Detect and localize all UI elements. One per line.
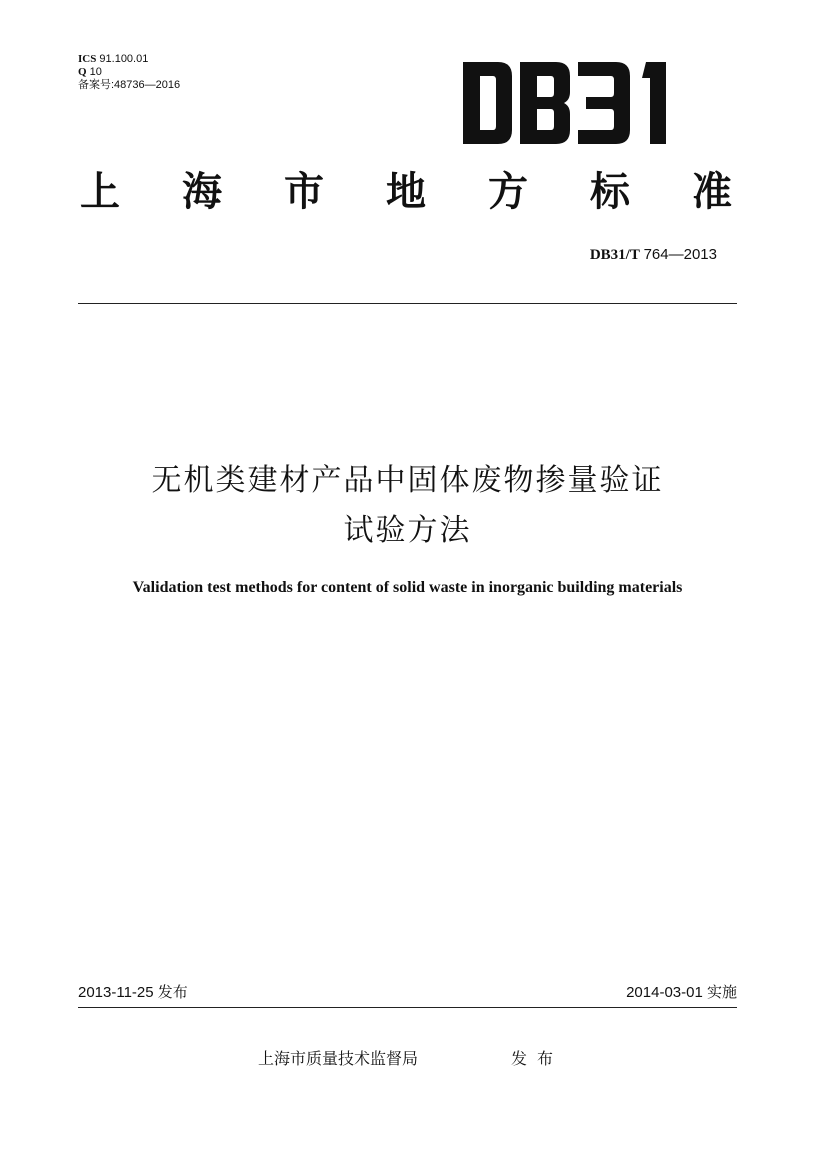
ccs-code: 10 xyxy=(89,66,102,78)
issuer-action: 发布 xyxy=(511,1049,564,1068)
ics-code: 91.100.01 xyxy=(99,53,149,65)
standard-type-char: 标 xyxy=(590,169,630,215)
standard-type-char: 海 xyxy=(182,169,222,215)
filing-number: 备案号:48736—2016 xyxy=(78,79,181,91)
ccs-label: Q xyxy=(78,66,87,78)
db31-logo xyxy=(460,62,692,144)
standard-type-char: 方 xyxy=(488,169,528,215)
standard-code-prefix: DB31/T xyxy=(589,247,640,263)
standard-type-char: 上 xyxy=(80,169,120,215)
standard-type-char: 地 xyxy=(386,169,426,215)
bottom-divider xyxy=(78,1007,737,1008)
document-metadata xyxy=(78,53,180,92)
standard-type-char: 市 xyxy=(284,169,324,215)
issuer-name: 上海市质量技术监督局 xyxy=(258,1049,419,1068)
ics-line xyxy=(78,53,180,66)
ics-label: ICS xyxy=(78,53,97,65)
title-cn-line1: 无机类建材产品中固体废物掺量验证 xyxy=(151,463,664,498)
top-divider xyxy=(78,303,737,304)
standard-type xyxy=(80,168,732,216)
standard-type-char: 准 xyxy=(692,169,732,215)
standard-code xyxy=(590,245,717,265)
ccs-line xyxy=(78,66,180,79)
issue-date: 2013-11-25 发布 xyxy=(78,984,188,1001)
title-en: Validation test methods for content of solid waste in inorganic building materials xyxy=(132,579,683,596)
standard-code-number: 764—2013 xyxy=(643,246,717,263)
title-cn-line2: 试验方法 xyxy=(343,513,472,548)
effective-date: 2014-03-01 实施 xyxy=(626,984,737,1001)
